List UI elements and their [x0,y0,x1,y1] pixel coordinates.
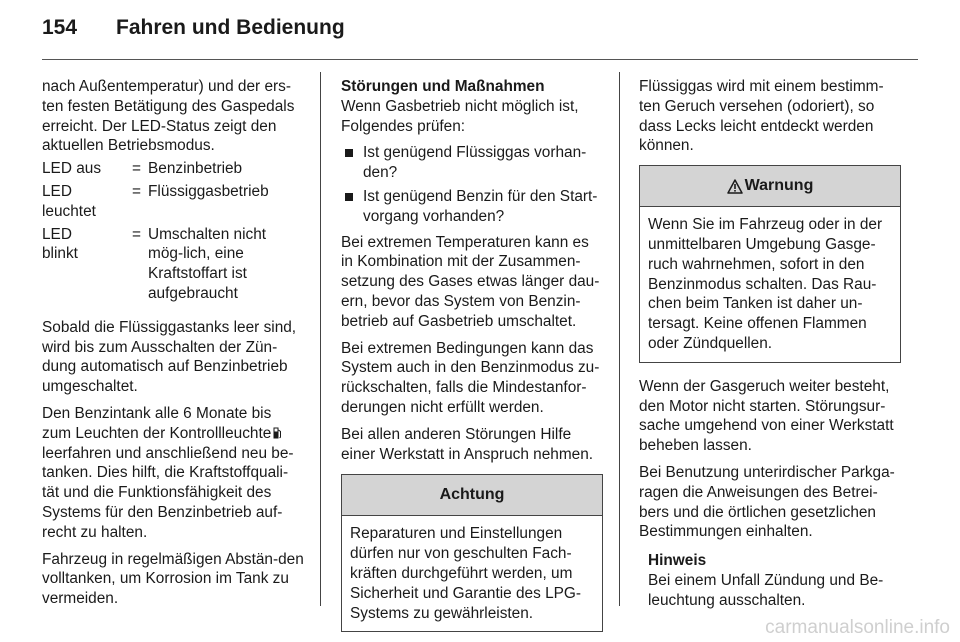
header-rule [42,59,918,60]
led-status-table [42,159,304,304]
led-status-value: Flüssiggasbetrieb [148,182,269,200]
section-heading: Störungen und Maßnahmen [341,78,545,95]
col1-paragraph: Sobald die Flüssiggastanks leer sind, wird bis zum Ausschalten der Zün-dung automatisch auf Benzinbetrieb umgeschaltet. [42,318,297,396]
column-divider-1 [320,72,321,606]
warning-box [639,165,901,363]
col2-intro: Wenn Gasbetrieb nicht möglich ist, Folgendes prüfen: [341,97,579,135]
list-item: Ist genügend Benzin für den Start-vorgang vorhanden? [341,187,603,227]
col1-paragraph-part: Den Benzintank alle 6 Monate bis zum Leuchten der Kontrollleuchte [42,404,272,442]
led-status-key: LED blinkt [42,225,78,263]
col3-paragraph: Flüssiggas wird mit einem bestimm-ten Geruch versehen (odoriert), so dass Lecks leicht entdeckt werden können. [639,78,884,155]
col2-paragraph: Bei extremen Bedingungen kann das System auch in den Benzinmodus zu-rückschalten, falls die Mindestanfor-derungen nicht erfüllt werden. [341,339,600,416]
col2-paragraph: Bei allen anderen Störungen Hilfe einer Werkstatt in Anspruch nehmen. [341,425,594,463]
warning-title: Warnung [744,177,814,195]
led-status-eq: = [132,225,141,243]
led-status-key: LED leuchtet [42,182,96,220]
led-status-value: Umschalten nicht mög-lich, eine Kraftstoffart ist aufgebraucht [148,225,267,302]
col3-paragraph: Wenn der Gasgeruch weiter besteht, den Motor nicht starten. Störungsur-sache umgehend von einer Werkstatt beheben lassen. [639,377,894,455]
page-title: Fahren und Bedienung [116,16,345,39]
caution-box [341,474,603,632]
led-status-row [42,159,304,179]
col1-paragraph [42,404,304,543]
led-status-key: LED aus [42,160,102,178]
col1-paragraph-part: leerfahren und anschließend neu be-tanken. Dies hilft, die Kraftstoffquali-tät und die Funktionsfähigkeit des Systems für den Benzinbetrieb auf-recht zu halten. [42,444,294,541]
hint-text: Bei einem Unfall Zündung und Be-leuchtung ausschalten. [648,571,884,609]
col2-paragraph: Bei extremen Temperaturen kann es in Kombination mit der Zusammen-setzung des Gases etwas länger dau-ern, bevor das System von Benzin-betrieb auf Gasbetrieb umschaltet. [341,233,600,330]
column-2 [341,77,603,632]
led-status-eq: = [132,182,141,200]
col1-paragraph: Fahrzeug in regelmäßigen Abstän-den volltanken, um Korrosion im Tank zu vermeiden. [42,550,304,608]
page-header [42,14,345,42]
led-status-row [42,182,304,222]
led-status-row [42,225,304,304]
hint-block [639,551,901,610]
page-number: 154 [42,16,78,39]
column-3 [639,77,901,611]
caution-title: Achtung [342,475,602,516]
warning-text: Wenn Sie im Fahrzeug oder in der unmittelbaren Umgebung Gasge-ruch wahrnehmen, sofort in den Benzinmodus schalten. Das Rau-chen beim Tanken ist daher un-tersagt. Keine offenen Flammen oder Zündquellen. [648,216,883,352]
col3-paragraph: Bei Benutzung unterirdischer Parkga-ragen die Anweisungen des Betrei-bers und die örtlichen gesetzlichen Bestimmungen einhalten. [639,463,895,541]
led-status-eq: = [132,160,141,178]
caution-text: Reparaturen und Einstellungen dürfen nur von geschulten Fach-kräften durchgeführt werden, um Sicherheit und Garantie des LPG-Systems zu gewährleisten. [350,525,581,622]
warning-triangle-icon [727,179,743,194]
warning-header [640,166,900,207]
col1-intro: nach Außentemperatur) und der ers-ten festen Betätigung des Gaspedals erreicht. Der LED-Status zeigt den aktuellen Betriebsmodus. [42,78,295,155]
watermark: carmanualsonline.info [765,617,950,638]
list-item: Ist genügend Flüssiggas vorhan-den? [341,143,603,183]
fuel-pump-icon [273,425,282,437]
column-1 [42,77,304,616]
led-status-value: Benzinbetrieb [148,160,243,178]
check-list [341,143,603,226]
hint-title: Hinweis [648,552,707,570]
column-divider-2 [619,72,620,606]
